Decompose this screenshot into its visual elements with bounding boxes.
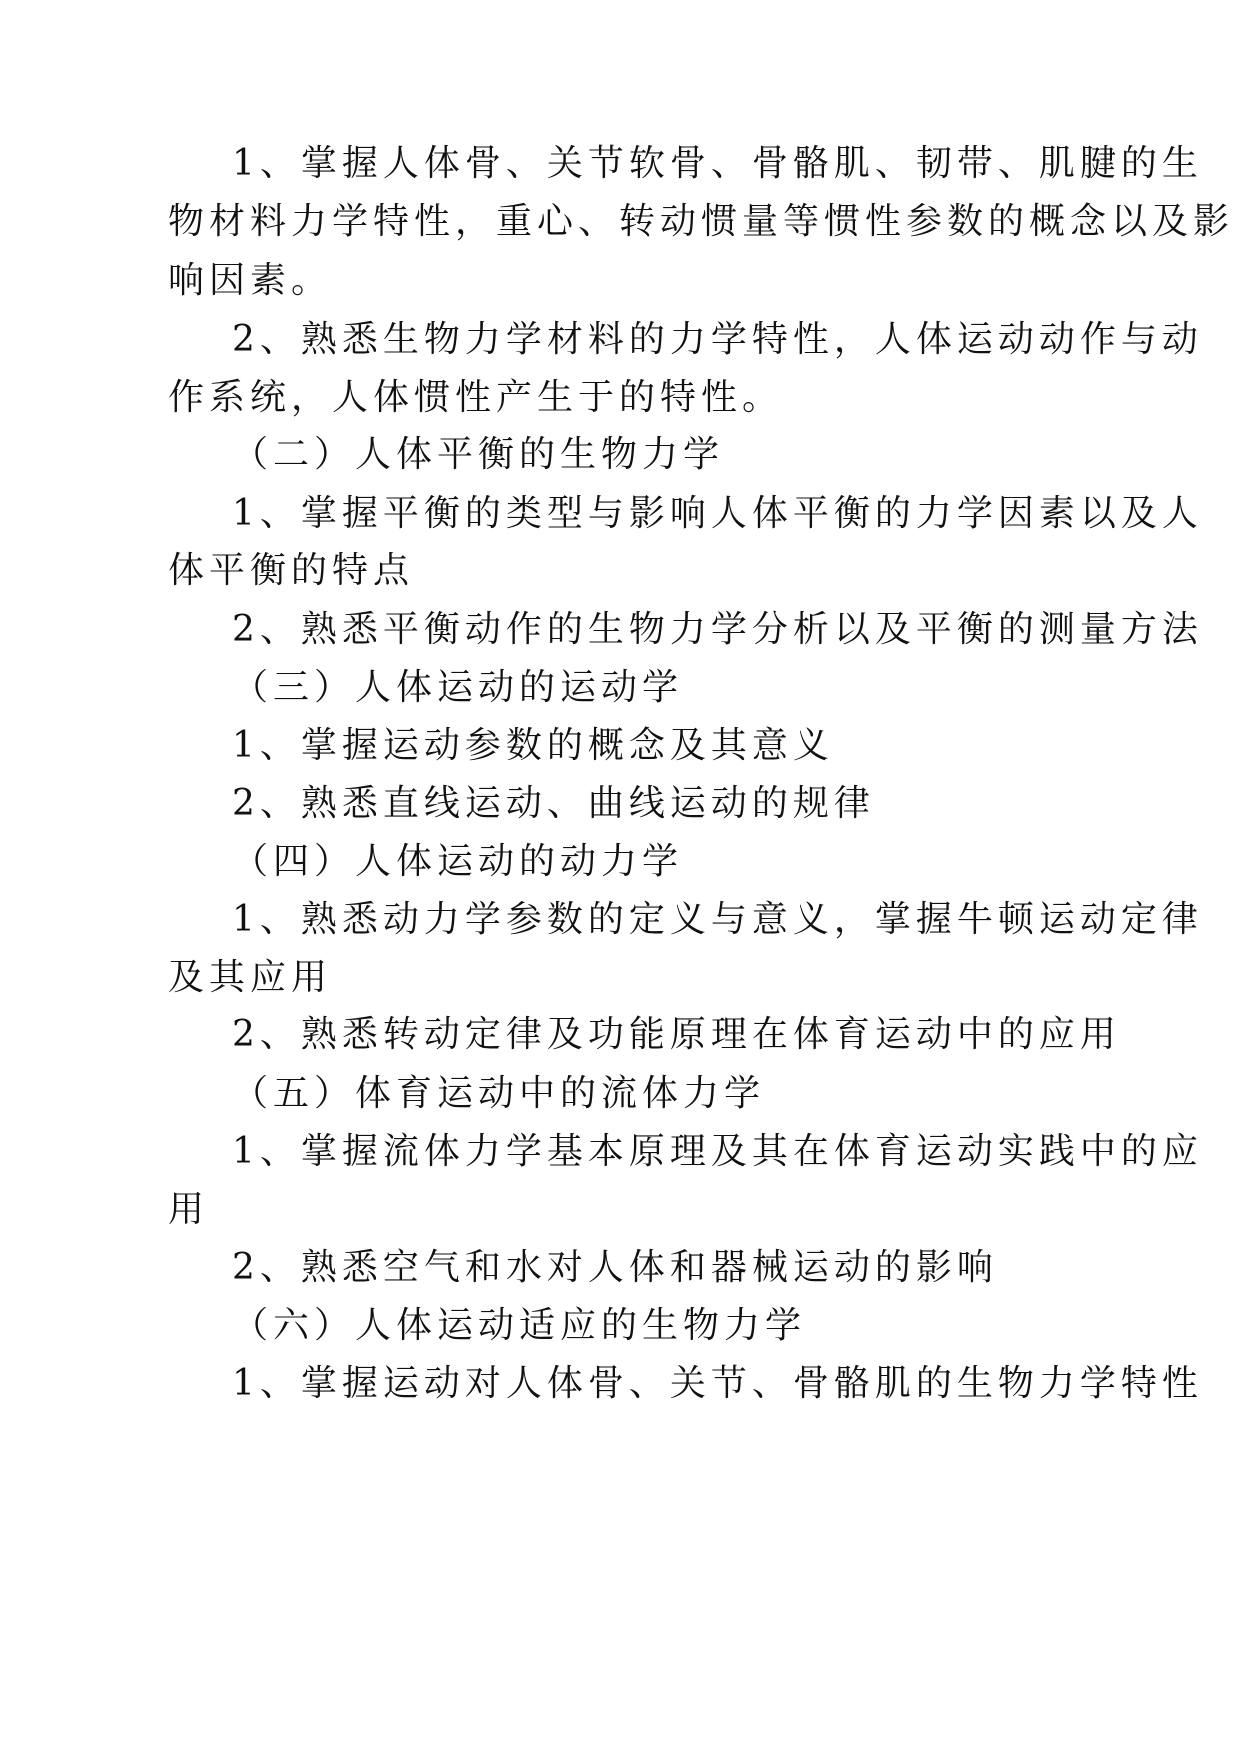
text-line: 物材料力学特性，重心、转动惯量等惯性参数的概念以及影 — [168, 201, 1235, 242]
text-line: 1、掌握人体骨、关节软骨、骨骼肌、韧带、肌腱的生 — [232, 143, 1203, 184]
text-line: 响因素。 — [168, 260, 333, 301]
section-heading: （六）人体运动适应的生物力学 — [232, 1305, 807, 1346]
text-line: 用 — [168, 1189, 210, 1230]
text-line: 1、熟悉动力学参数的定义与意义，掌握牛顿运动定律 — [232, 899, 1203, 940]
section-heading: （四）人体运动的动力学 — [232, 841, 684, 882]
text-line: 作系统，人体惯性产生于的特性。 — [168, 377, 784, 418]
text-line: 2、熟悉直线运动、曲线运动的规律 — [232, 783, 875, 824]
section-heading: （二）人体平衡的生物力学 — [232, 434, 725, 475]
text-line: 2、熟悉转动定律及功能原理在体育运动中的应用 — [232, 1014, 1121, 1055]
text-line: 1、掌握运动参数的概念及其意义 — [232, 725, 834, 766]
text-line: 体平衡的特点 — [168, 550, 415, 591]
text-line: 及其应用 — [168, 957, 333, 998]
text-line: 2、熟悉空气和水对人体和器械运动的影响 — [232, 1247, 998, 1288]
text-line: 2、熟悉平衡动作的生物力学分析以及平衡的测量方法 — [232, 609, 1203, 650]
text-line: 1、掌握运动对人体骨、关节、骨骼肌的生物力学特性 — [232, 1363, 1203, 1404]
section-heading: （三）人体运动的运动学 — [232, 667, 684, 708]
section-heading: （五）体育运动中的流体力学 — [232, 1073, 766, 1114]
text-line: 1、掌握平衡的类型与影响人体平衡的力学因素以及人 — [232, 493, 1203, 534]
text-line: 1、掌握流体力学基本原理及其在体育运动实践中的应 — [232, 1131, 1203, 1172]
text-line: 2、熟悉生物力学材料的力学特性，人体运动动作与动 — [232, 319, 1203, 360]
